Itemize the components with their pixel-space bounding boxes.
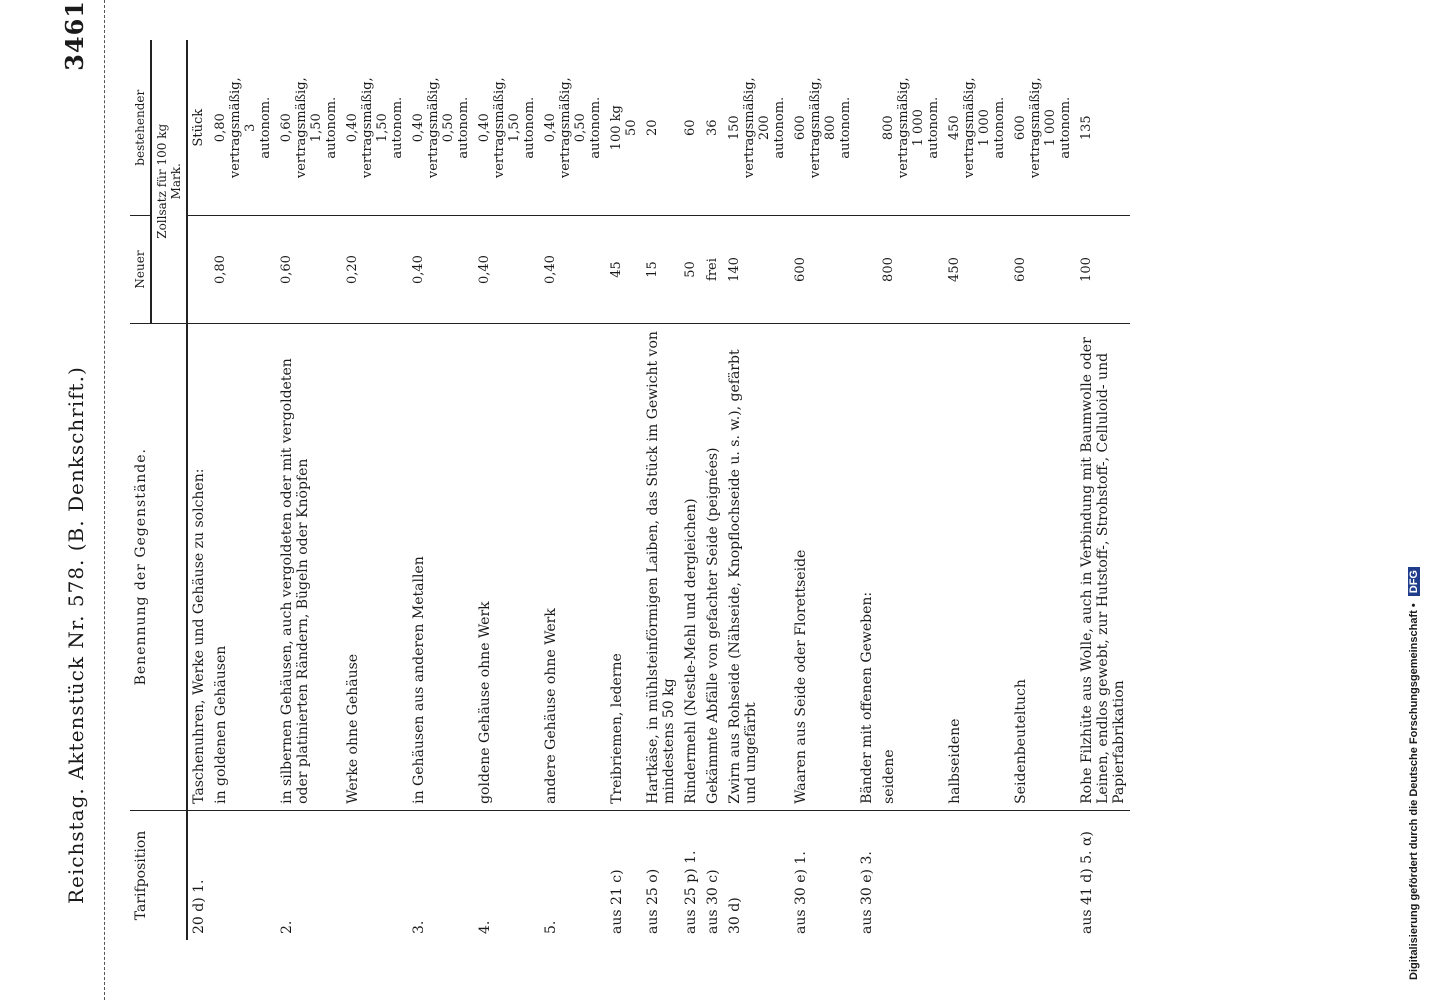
existing-rate: 0,60 vertragsmäßig, 1,50 autonom. [279,77,339,179]
existing-rate: 600 vertragsmäßig, 1 000 autonom. [1013,77,1073,179]
column-header-neuer: Neuer [130,216,151,323]
tariff-position: aus 41 d) 5. α) [1076,810,1130,940]
item-name: halbseidene [944,323,1010,810]
page-header [60,0,120,1000]
zollsatz-label: Zollsatz für 100 kg [155,123,169,239]
new-rate: 800 [878,216,944,323]
table-row [790,40,856,940]
table-row [408,40,474,940]
tariff-position [944,810,1010,940]
new-rate: 0,20 [342,216,408,323]
new-rate: 0,40 [408,216,474,323]
item-name: Werke ohne Gehäuse [342,323,408,810]
tariff-table [130,40,1130,940]
existing-rate: Stück [191,108,206,147]
existing-rate: 135 [1079,115,1094,141]
new-rate: 50 [680,216,702,323]
tariff-position [878,810,944,940]
tariff-position [342,810,408,940]
new-rate: 0,40 [474,216,540,323]
header-rule [104,0,105,1000]
tariff-position: 2. [276,810,342,940]
existing-rate: 60 [683,119,698,136]
table-row [642,40,680,940]
tariff-position: aus 21 c) [606,810,642,940]
table-row [680,40,702,940]
dfg-logo: DFG [1408,567,1420,596]
item-name: seidene [878,323,944,810]
tariff-position: 5. [540,810,606,940]
new-rate: frei [702,216,724,323]
item-name: Rindermehl (Nestle-Mehl und dergleichen) [680,323,702,810]
existing-rate: 0,40 vertragsmäßig, 0,50 autonom. [411,77,471,179]
new-rate: 140 [724,216,790,323]
existing-rate [856,40,878,216]
item-name: goldene Gehäuse ohne Werk [474,323,540,810]
existing-rate: 150 vertragsmäßig, 200 autonom. [727,77,787,179]
existing-rate: 450 vertragsmäßig, 1 000 autonom. [947,77,1007,179]
item-name: Hartkäse, in mühlsteinförmigen Laiben, das Stück im Gewicht von mindestens 50 kg [642,323,680,810]
new-rate: 600 [1010,216,1076,323]
existing-rate: 0,40 vertragsmäßig, 1,50 autonom. [345,77,405,179]
tariff-position: aus 25 o) [642,810,680,940]
unit-label: Mark. [169,163,183,200]
tariff-position: 20 d) 1. [187,810,210,940]
existing-rate: 100 kg 50 [609,105,639,151]
column-header-position: Tarifposition [130,810,187,940]
new-rate: 100 [1076,216,1130,323]
existing-rate: 36 [705,119,720,136]
table-row [210,40,276,940]
tariff-position: aus 30 c) [702,810,724,940]
tariff-position [210,810,276,940]
page-number: 3461 [60,0,89,71]
item-name: Seidenbeuteltuch [1010,323,1076,810]
item-name: Treibriemen, lederne [606,323,642,810]
item-name: Taschenuhren, Werke und Gehäuse zu solchen: [187,323,210,810]
footer-text: Digitalisierung gefördert durch die Deutsche Forschungsgemeinschaft • [1408,603,1420,980]
table-body [187,40,1130,940]
new-rate: 45 [606,216,642,323]
tariff-position: 3. [408,810,474,940]
table-row [1076,40,1130,940]
new-rate: 0,80 [210,216,276,323]
existing-rate: 20 [645,119,660,136]
tariff-position [1010,810,1076,940]
table-row [702,40,724,940]
tariff-position: aus 30 e) 1. [790,810,856,940]
table-row [342,40,408,940]
table-row [1010,40,1076,940]
item-name: Waaren aus Seide oder Florettseide [790,323,856,810]
existing-rate: 0,40 vertragsmäßig, 0,50 autonom. [543,77,603,179]
table-row [276,40,342,940]
existing-rate: 0,40 vertragsmäßig, 1,50 autonom. [477,77,537,179]
item-name: Rohe Filzhüte aus Wolle, auch in Verbindung mit Baumwolle oder Leinen, endlos gewebt, zur Hutstoff-, Strohstoff-, Celluloid- und Papierfabrikation [1076,323,1130,810]
new-rate [187,216,210,323]
table-row [187,40,210,940]
column-header-bestehender: bestehender [130,40,151,216]
new-rate: 15 [642,216,680,323]
existing-rate: 600 vertragsmäßig, 800 autonom. [793,77,853,179]
existing-rate: 0,80 vertragsmäßig, 3 autonom. [213,77,273,179]
column-header-name: Benennung der Gegenstände. [130,323,187,810]
table-row [540,40,606,940]
new-rate [856,216,878,323]
new-rate: 0,40 [540,216,606,323]
new-rate: 450 [944,216,1010,323]
item-name: in silbernen Gehäusen, auch vergoldeten oder mit vergoldeten oder platinierten Rändern, Bügeln oder Knöpfen [276,323,342,810]
table-row [944,40,1010,940]
item-name: in Gehäusen aus anderen Metallen [408,323,474,810]
table-row [856,40,878,940]
item-name: in goldenen Gehäusen [210,323,276,810]
item-name: andere Gehäuse ohne Werk [540,323,606,810]
table-row [878,40,944,940]
item-name: Gekämmte Abfälle von gefachter Seide (peignées) [702,323,724,810]
item-name: Bänder mit offenen Geweben: [856,323,878,810]
new-rate: 600 [790,216,856,323]
existing-rate: 800 vertragsmäßig, 1 000 autonom. [881,77,941,179]
table-row [724,40,790,940]
tariff-position: 4. [474,810,540,940]
footer-watermark [1408,40,1428,980]
table-row [474,40,540,940]
table-header-row [130,40,151,940]
rotated-document-page [60,0,1360,1000]
tariff-position: 30 d) [724,810,790,940]
tariff-position: aus 30 e) 3. [856,810,878,940]
item-name: Zwirn aus Rohseide (Nähseide, Knopflochseide u. s. w.), gefärbt und ungefärbt [724,323,790,810]
header-title: Reichstag. Aktenstück Nr. 578. (B. Denkschrift.) [64,366,88,904]
tariff-position: aus 25 p) 1. [680,810,702,940]
new-rate: 0,60 [276,216,342,323]
table-row [606,40,642,940]
